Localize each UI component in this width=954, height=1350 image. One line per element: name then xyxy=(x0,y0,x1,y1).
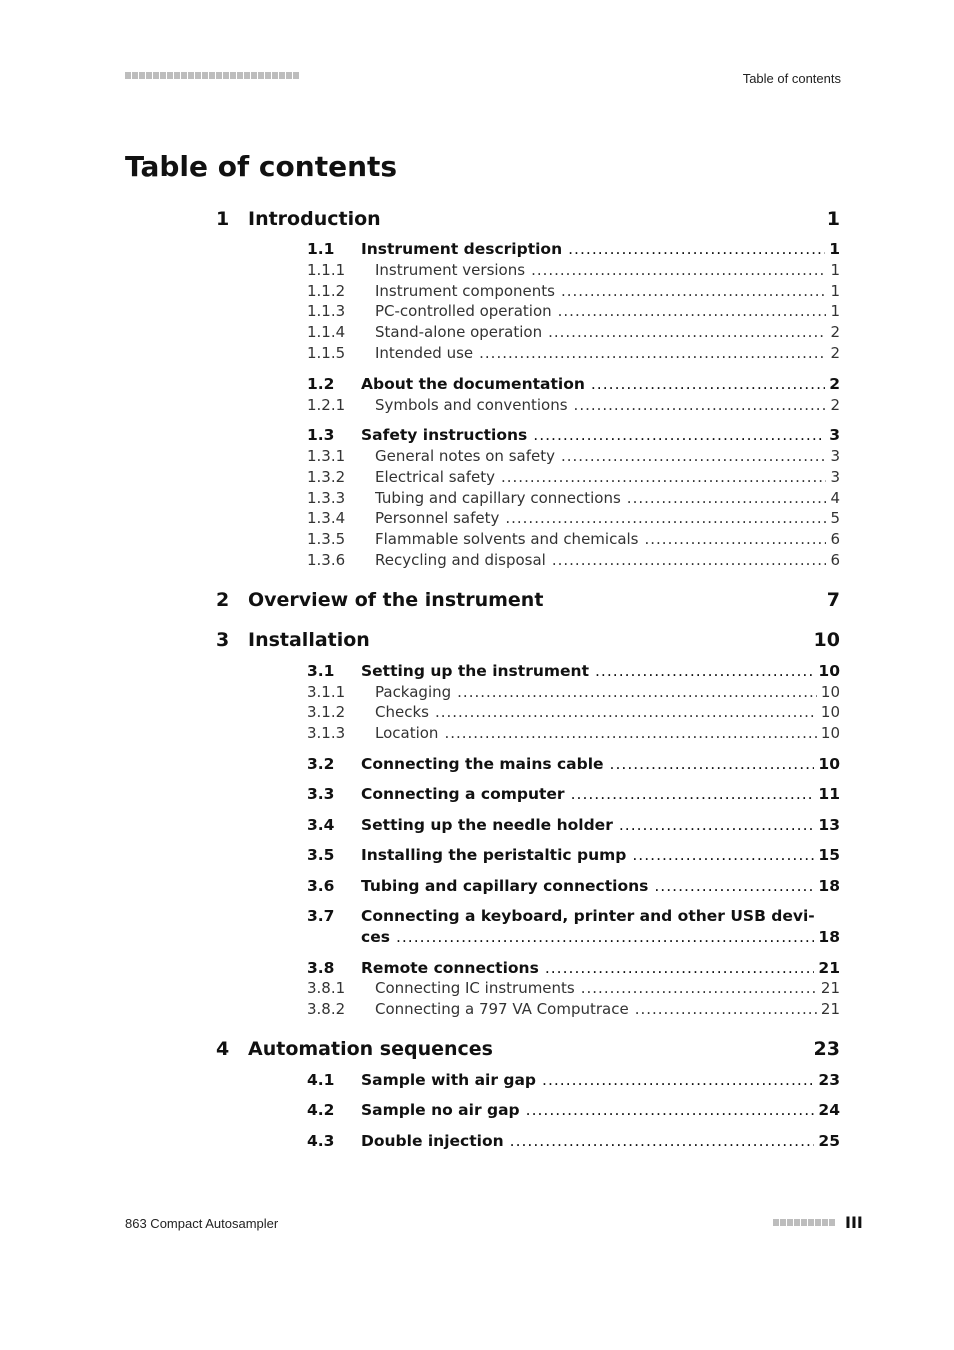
dot-leader xyxy=(501,468,826,486)
dot-leader xyxy=(561,282,826,300)
toc-title: ces xyxy=(361,928,390,946)
toc-number: 3 xyxy=(216,629,230,651)
toc-title-wrap xyxy=(375,261,830,279)
toc-title-wrap xyxy=(361,785,818,803)
dot-leader xyxy=(396,928,814,946)
toc-page: 2 xyxy=(830,344,840,362)
toc-title: Electrical safety xyxy=(375,468,495,486)
toc-entry-4-3[interactable] xyxy=(307,1132,840,1150)
toc-page: 21 xyxy=(820,979,840,997)
toc-title: Installing the peristaltic pump xyxy=(361,846,627,864)
toc-title-wrap xyxy=(375,323,830,341)
toc-page: 15 xyxy=(818,846,840,864)
toc-page: 6 xyxy=(830,530,840,548)
toc-title-wrap xyxy=(375,282,830,300)
toc-page: 3 xyxy=(830,468,840,486)
toc-title-wrap xyxy=(375,979,821,997)
toc-title: PC-controlled operation xyxy=(375,302,552,320)
toc-entry-3-4[interactable] xyxy=(307,816,840,834)
toc-entry-4[interactable] xyxy=(216,1038,840,1060)
toc-entry-4-1[interactable] xyxy=(307,1071,840,1089)
toc-entry-3-1-3[interactable] xyxy=(307,724,840,742)
dot-leader xyxy=(548,323,826,341)
toc-entry-1-1-1[interactable] xyxy=(307,261,840,279)
toc-page: 5 xyxy=(830,509,840,527)
toc-title-wrap xyxy=(361,662,818,680)
running-header: Table of contents xyxy=(742,71,841,86)
toc-title: Connecting the mains cable xyxy=(361,755,604,773)
toc-page: 6 xyxy=(830,551,840,569)
toc-page: 1 xyxy=(830,282,840,300)
toc-title: Recycling and disposal xyxy=(375,551,546,569)
toc-entry-1-3-2[interactable] xyxy=(307,468,840,486)
toc-title-wrap xyxy=(361,375,829,393)
footer-document-title: 863 Compact Autosampler xyxy=(125,1216,279,1231)
toc-number: 1.3.4 xyxy=(307,509,346,527)
toc-entry-1-3-3[interactable] xyxy=(307,489,840,507)
toc-page: 7 xyxy=(826,589,840,611)
toc-page: 23 xyxy=(813,1038,840,1060)
toc-page: 10 xyxy=(813,629,840,651)
toc-entry-3-8-1[interactable] xyxy=(307,979,840,997)
toc-title: Checks xyxy=(375,703,429,721)
dot-leader xyxy=(435,703,817,721)
toc-title-wrap xyxy=(375,468,830,486)
toc-title: Symbols and conventions xyxy=(375,396,568,414)
toc-title: Connecting IC instruments xyxy=(375,979,575,997)
toc-number: 1.2 xyxy=(307,375,335,393)
toc-title-wrap xyxy=(375,396,830,414)
toc-page: 10 xyxy=(820,683,840,701)
toc-page: 1 xyxy=(830,261,840,279)
toc-page: 2 xyxy=(830,323,840,341)
footer-decoration xyxy=(773,1219,835,1226)
toc-entry-1-1-4[interactable] xyxy=(307,323,840,341)
toc-number: 3.1 xyxy=(307,662,335,680)
toc-number: 4.3 xyxy=(307,1132,335,1150)
dot-leader xyxy=(510,1132,815,1150)
toc-number: 3.1.2 xyxy=(307,703,346,721)
toc-entry-1-1-5[interactable] xyxy=(307,344,840,362)
toc-title-wrap xyxy=(361,755,818,773)
dot-leader xyxy=(457,683,817,701)
toc-number: 1.3 xyxy=(307,426,335,444)
toc-entry-1-2-1[interactable] xyxy=(307,396,840,414)
toc-page: 21 xyxy=(818,959,840,977)
dot-leader xyxy=(479,344,826,362)
toc-entry-3-2[interactable] xyxy=(307,755,840,773)
toc-entry-1[interactable] xyxy=(216,208,840,230)
toc-title: Connecting a computer xyxy=(361,785,565,803)
toc-title-wrap xyxy=(375,683,821,701)
toc-title: Stand-alone operation xyxy=(375,323,543,341)
toc-number: 1.3.3 xyxy=(307,489,346,507)
toc-title: Safety instructions xyxy=(361,426,528,444)
toc-page: 23 xyxy=(818,1071,840,1089)
toc-number: 1.1.2 xyxy=(307,282,346,300)
dot-leader xyxy=(558,302,827,320)
toc-title: Location xyxy=(375,724,439,742)
toc-number: 4.2 xyxy=(307,1101,335,1119)
toc-number: 1.3.6 xyxy=(307,551,346,569)
toc-page: 4 xyxy=(830,489,840,507)
toc-page: 2 xyxy=(829,375,840,393)
toc-page: 1 xyxy=(826,208,840,230)
dot-leader xyxy=(645,530,827,548)
toc-entry-3-7[interactable] xyxy=(307,907,840,925)
toc-title-wrap xyxy=(375,530,830,548)
toc-number: 3.6 xyxy=(307,877,335,895)
toc-page: 10 xyxy=(820,724,840,742)
toc-entry-2[interactable] xyxy=(216,589,840,611)
toc-title: Introduction xyxy=(248,208,381,230)
dot-leader xyxy=(561,447,826,465)
toc-number: 3.5 xyxy=(307,846,335,864)
toc-title: Setting up the needle holder xyxy=(361,816,613,834)
toc-entry-3-8-2[interactable] xyxy=(307,1000,840,1018)
toc-title-wrap xyxy=(361,240,829,258)
toc-title: Sample with air gap xyxy=(361,1071,537,1089)
dot-leader xyxy=(635,1000,817,1018)
toc-title-wrap xyxy=(375,703,821,721)
toc-number: 3.7 xyxy=(307,907,335,925)
toc-title: Connecting a 797 VA Computrace xyxy=(375,1000,629,1018)
toc-page: 10 xyxy=(818,662,840,680)
toc-title-wrap xyxy=(375,724,821,742)
toc-number: 1.1.4 xyxy=(307,323,346,341)
dot-leader xyxy=(591,375,825,393)
toc-title: Double injection xyxy=(361,1132,504,1150)
toc-number: 3.8 xyxy=(307,959,335,977)
toc-number: 3.2 xyxy=(307,755,335,773)
toc-page: 18 xyxy=(818,928,840,946)
toc-number: 1 xyxy=(216,208,230,230)
toc-title: Instrument description xyxy=(361,240,563,258)
toc-title: Flammable solvents and chemicals xyxy=(375,530,639,548)
dot-leader xyxy=(545,959,815,977)
toc-title: Overview of the instrument xyxy=(248,589,544,611)
dot-leader xyxy=(571,785,815,803)
toc-number: 1.3.5 xyxy=(307,530,346,548)
header-decoration xyxy=(125,72,299,79)
toc-entry-3-1[interactable] xyxy=(307,662,840,680)
toc-title: Packaging xyxy=(375,683,452,701)
toc-number: 3.1.3 xyxy=(307,724,346,742)
toc-number: 1.1.3 xyxy=(307,302,346,320)
dot-leader xyxy=(533,426,825,444)
toc-title: General notes on safety xyxy=(375,447,555,465)
toc-page: 10 xyxy=(818,755,840,773)
toc-title-wrap xyxy=(361,959,818,977)
toc-number: 3.4 xyxy=(307,816,335,834)
toc-entry-3-6[interactable] xyxy=(307,877,840,895)
toc-page: 3 xyxy=(829,426,840,444)
toc-page: 1 xyxy=(829,240,840,258)
toc-entry-4-2[interactable] xyxy=(307,1101,840,1119)
toc-entry-3[interactable] xyxy=(216,629,840,651)
toc-number: 4 xyxy=(216,1038,230,1060)
toc-title-wrap xyxy=(361,1071,818,1089)
toc-title: Connecting a keyboard, printer and other USB devi- xyxy=(361,907,815,925)
dot-leader xyxy=(610,755,815,773)
toc-page: 10 xyxy=(820,703,840,721)
toc-title-wrap xyxy=(375,509,830,527)
toc-title-wrap xyxy=(361,928,818,946)
toc-title: Remote connections xyxy=(361,959,539,977)
toc-title: Instrument components xyxy=(375,282,555,300)
toc-title: Instrument versions xyxy=(375,261,526,279)
toc-title-wrap xyxy=(375,489,830,507)
toc-number: 1.2.1 xyxy=(307,396,346,414)
toc-page: 25 xyxy=(818,1132,840,1150)
toc-title-wrap xyxy=(361,426,829,444)
toc-title: Personnel safety xyxy=(375,509,500,527)
dot-leader xyxy=(531,261,826,279)
toc-title-wrap xyxy=(375,447,830,465)
toc-title-wrap xyxy=(375,344,830,362)
toc-title: Tubing and capillary connections xyxy=(375,489,621,507)
toc-title: Tubing and capillary connections xyxy=(361,877,649,895)
dot-leader xyxy=(632,846,814,864)
toc-number: 1.3.1 xyxy=(307,447,346,465)
toc-title: Automation sequences xyxy=(248,1038,493,1060)
dot-leader xyxy=(542,1071,814,1089)
toc-entry-1-2[interactable] xyxy=(307,375,840,393)
dot-leader xyxy=(619,816,815,834)
dot-leader xyxy=(627,489,827,507)
dot-leader xyxy=(568,240,825,258)
dot-leader xyxy=(505,509,826,527)
toc-title: Setting up the instrument xyxy=(361,662,589,680)
toc-entry-3-3[interactable] xyxy=(307,785,840,803)
page-number: III xyxy=(845,1213,863,1232)
toc-page: 1 xyxy=(830,302,840,320)
toc-entry-3-1-2[interactable] xyxy=(307,703,840,721)
toc-title: Installation xyxy=(248,629,370,651)
toc-entry-1-1[interactable] xyxy=(307,240,840,258)
toc-page: 3 xyxy=(830,447,840,465)
toc-page: 21 xyxy=(820,1000,840,1018)
toc-page: 24 xyxy=(818,1101,840,1119)
toc-number: 3.8.2 xyxy=(307,1000,346,1018)
toc-entry-3-1-1[interactable] xyxy=(307,683,840,701)
toc-page: 2 xyxy=(830,396,840,414)
toc-number: 1.1.5 xyxy=(307,344,346,362)
toc-entry-3-5[interactable] xyxy=(307,846,840,864)
dot-leader xyxy=(574,396,827,414)
dot-leader xyxy=(552,551,827,569)
toc-number: 1.3.2 xyxy=(307,468,346,486)
toc-number: 1.1 xyxy=(307,240,335,258)
toc-entry-1-3-6[interactable] xyxy=(307,551,840,569)
dot-leader xyxy=(526,1101,815,1119)
toc-title-wrap xyxy=(361,1101,818,1119)
toc-number: 3.3 xyxy=(307,785,335,803)
toc-entry-3-8[interactable] xyxy=(307,959,840,977)
toc-entry-1-3-1[interactable] xyxy=(307,447,840,465)
toc-entry-1-3-4[interactable] xyxy=(307,509,840,527)
toc-title-wrap xyxy=(361,816,818,834)
toc-title-wrap xyxy=(375,551,830,569)
toc-title-wrap xyxy=(361,846,818,864)
dot-leader xyxy=(595,662,814,680)
toc-entry-continuation[interactable] xyxy=(307,928,840,946)
toc-title: About the documentation xyxy=(361,375,585,393)
page-title: Table of contents xyxy=(125,150,398,183)
toc-entry-1-3-5[interactable] xyxy=(307,530,840,548)
toc-number: 2 xyxy=(216,589,230,611)
toc-page: 18 xyxy=(818,877,840,895)
toc-page: 11 xyxy=(818,785,840,803)
dot-leader xyxy=(581,979,817,997)
toc-title-wrap xyxy=(361,1132,818,1150)
toc-title-wrap xyxy=(375,302,830,320)
toc-page: 13 xyxy=(818,816,840,834)
toc-number: 1.1.1 xyxy=(307,261,346,279)
toc-entry-1-1-3[interactable] xyxy=(307,302,840,320)
toc-title: Sample no air gap xyxy=(361,1101,520,1119)
toc-title-wrap xyxy=(361,877,818,895)
toc-entry-1-1-2[interactable] xyxy=(307,282,840,300)
toc-number: 3.1.1 xyxy=(307,683,346,701)
toc-entry-1-3[interactable] xyxy=(307,426,840,444)
dot-leader xyxy=(444,724,816,742)
toc-number: 4.1 xyxy=(307,1071,335,1089)
toc-title: Intended use xyxy=(375,344,474,362)
dot-leader xyxy=(654,877,814,895)
toc-number: 3.8.1 xyxy=(307,979,346,997)
toc-title-wrap xyxy=(375,1000,821,1018)
